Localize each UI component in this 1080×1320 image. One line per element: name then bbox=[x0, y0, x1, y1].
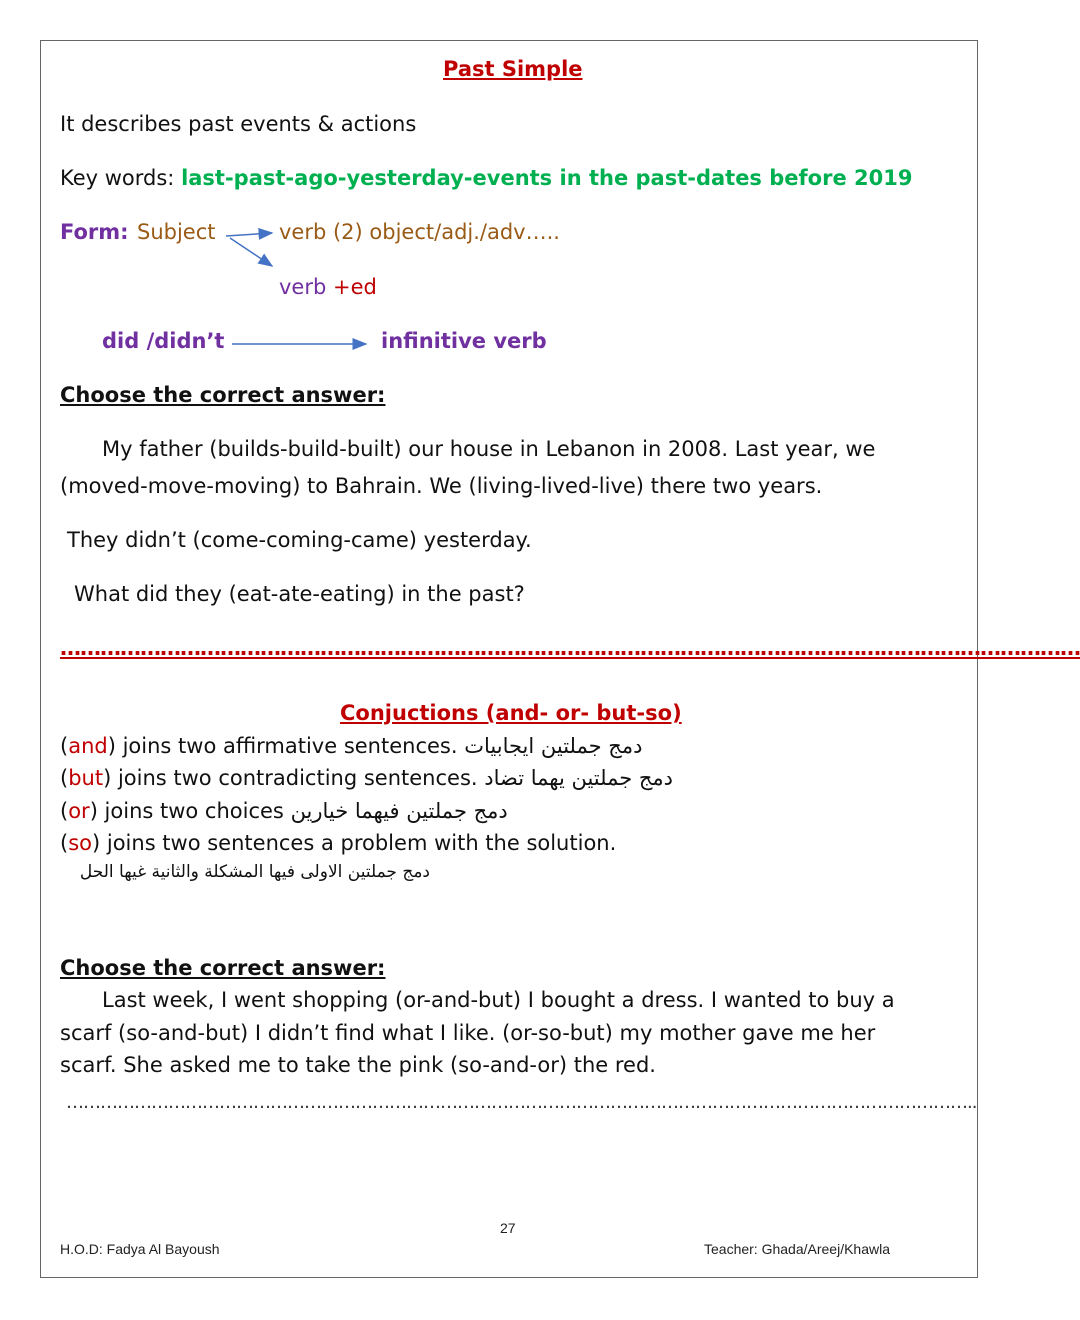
separator-line: ……………………………………………………………………………………………………………………………………… bbox=[60, 636, 1080, 660]
footer-teacher: Teacher: Ghada/Areej/Khawla bbox=[704, 1241, 890, 1257]
arrow-to-verb2-icon bbox=[226, 233, 272, 236]
page-title: Past Simple bbox=[443, 57, 583, 81]
exercise1-line4: What did they (eat-ate-eating) in the past? bbox=[74, 582, 525, 606]
intro-text: It describes past events & actions bbox=[60, 112, 417, 136]
form-verb: verb bbox=[279, 275, 327, 299]
keywords-value: last-past-ago-yesterday-events in the past-dates before 2019 bbox=[181, 166, 913, 190]
form-arrows bbox=[0, 0, 1020, 400]
exercise2-line2: scarf (so-and-but) I didn’t find what I like. (or-so-but) my mother gave me her bbox=[60, 1021, 876, 1045]
exercise2-line3: scarf. She asked me to take the pink (so-and-or) the red. bbox=[60, 1053, 656, 1077]
conjunction-item-or: (or) joins two choices دمج جملتين فيهما خيارين bbox=[60, 799, 508, 823]
conjunctions-title: Conjuctions (and- or- but-so) bbox=[340, 701, 682, 725]
conjunction-item-but: (but) joins two contradicting sentences. دمج جملتين يهما تضاد bbox=[60, 766, 674, 790]
exercise1-line2: (moved-move-moving) to Bahrain. We (living-lived-live) there two years. bbox=[60, 474, 823, 498]
arrow-to-verb-ed-icon bbox=[230, 238, 272, 266]
exercise1-line3: They didn’t (come-coming-came) yesterday. bbox=[67, 528, 532, 552]
conjunction-item-and: (and) joins two affirmative sentences. دمج جملتين ايجابيات bbox=[60, 734, 643, 758]
conjunctions-arabic-note: دمج جملتين الاولى فيها المشكلة والثانية غيها الحل bbox=[79, 862, 430, 882]
conjunction-word: and bbox=[68, 734, 108, 758]
page-number: 27 bbox=[500, 1220, 516, 1236]
form-infinitive: infinitive verb bbox=[381, 329, 547, 353]
form-ed: +ed bbox=[333, 275, 377, 299]
form-did: did /didn’t bbox=[102, 329, 225, 353]
exercise1-heading: Choose the correct answer: bbox=[60, 383, 386, 407]
answer-dotted-line: …………………………………………………………………………………………………………………………………………….. bbox=[66, 1092, 977, 1113]
keywords-label: Key words: bbox=[60, 166, 182, 190]
exercise2-line1: Last week, I went shopping (or-and-but) I bought a dress. I wanted to buy a bbox=[102, 988, 895, 1012]
conjunction-word: but bbox=[68, 766, 104, 790]
conjunction-word: so bbox=[68, 831, 92, 855]
conjunction-item-so: (so) joins two sentences a problem with the solution. bbox=[60, 831, 617, 855]
form-label: Form: bbox=[60, 220, 129, 244]
conjunction-word: or bbox=[68, 799, 90, 823]
form-subject: Subject bbox=[137, 220, 216, 244]
exercise1-line1: My father (builds-build-built) our house in Lebanon in 2008. Last year, we bbox=[102, 437, 876, 461]
footer-hod: H.O.D: Fadya Al Bayoush bbox=[60, 1241, 220, 1257]
exercise2-heading: Choose the correct answer: bbox=[60, 956, 386, 980]
form-verb2: verb (2) object/adj./adv….. bbox=[279, 220, 560, 244]
